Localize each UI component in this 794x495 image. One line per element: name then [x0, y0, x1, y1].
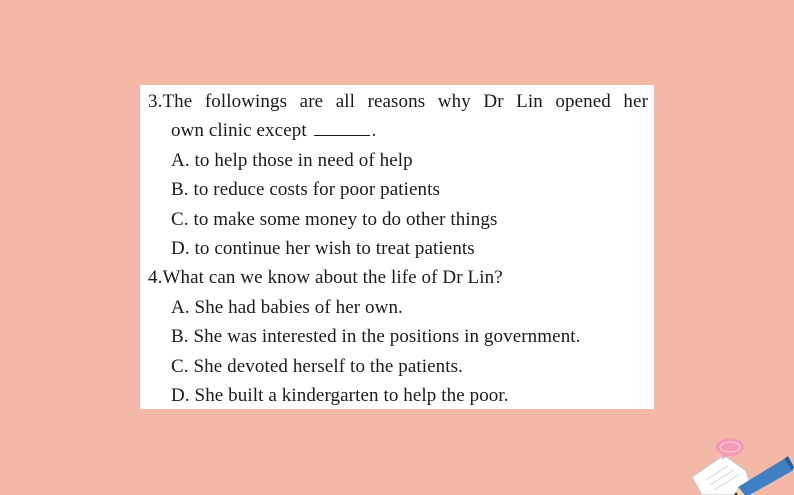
question-3-option-a: A. to help those in need of help — [171, 149, 413, 171]
question-3-number: 3. — [148, 91, 163, 112]
question-3-stem-line-1 — [148, 87, 648, 116]
question-4-option-d: D. She built a kindergarten to help the poor. — [171, 385, 509, 407]
question-4-number: 4. — [148, 267, 163, 289]
speech-bubble-icon — [716, 438, 744, 460]
question-card — [140, 85, 654, 409]
corner-decoration — [684, 425, 794, 495]
question-4-option-a: A. She had babies of her own. — [171, 296, 403, 318]
question-3-stem-end: . — [371, 120, 377, 142]
question-3-stem-text-2: own clinic except — [171, 120, 307, 142]
question-3-option-d: D. to continue her wish to treat patients — [171, 238, 475, 260]
question-3-stem-text: The followings are all reasons why Dr Lin opened her — [162, 91, 648, 112]
question-3-option-c: C. to make some money to do other things — [171, 208, 498, 230]
answer-blank — [314, 119, 370, 136]
question-4-option-b: B. She was interested in the positions in government. — [171, 326, 581, 348]
question-4-stem-text: What can we know about the life of Dr Lin? — [162, 267, 503, 289]
question-3-option-b: B. to reduce costs for poor patients — [171, 179, 441, 201]
question-3-stem-line-2 — [148, 116, 648, 145]
question-4-stem — [148, 263, 648, 292]
question-4-option-c: C. She devoted herself to the patients. — [171, 355, 463, 377]
